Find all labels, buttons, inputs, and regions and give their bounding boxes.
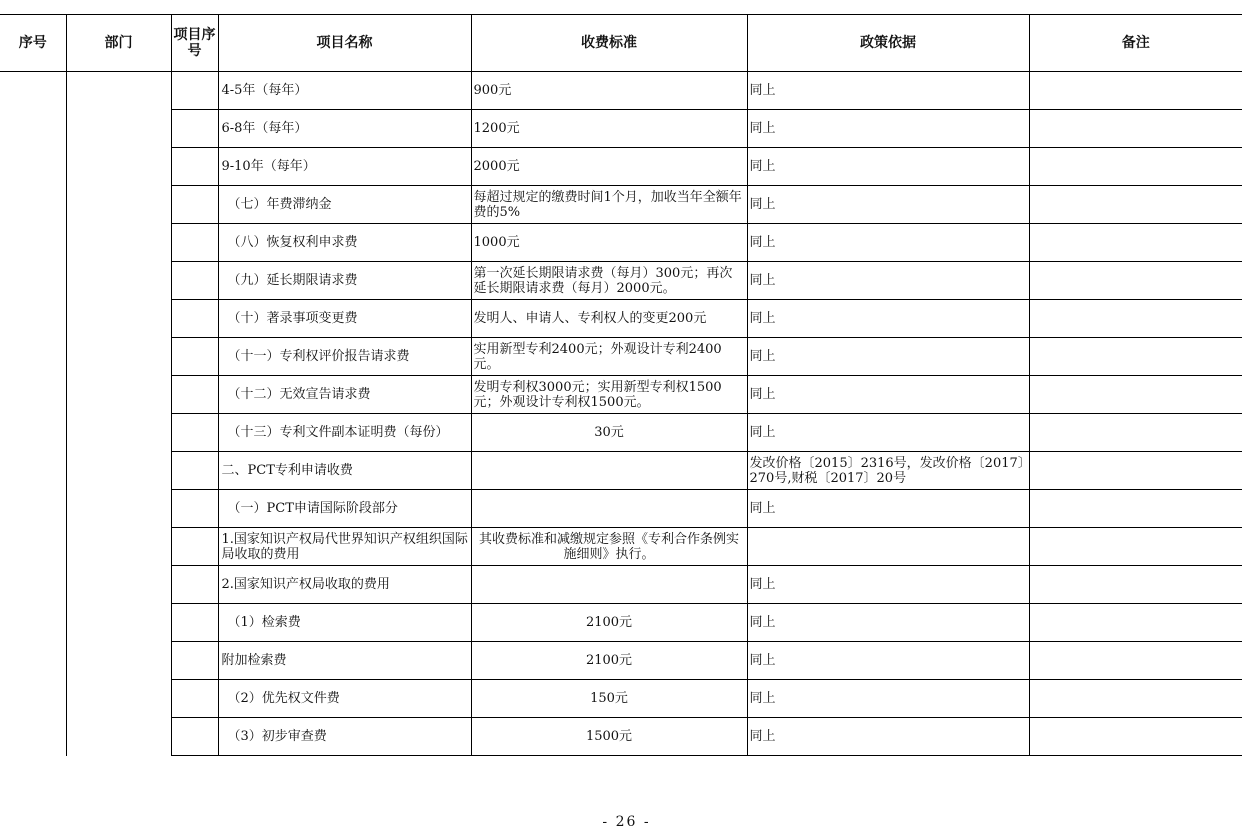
cell-item-name: （3）初步审查费: [218, 718, 471, 756]
cell-dept: [66, 186, 171, 224]
fee-table-page: [0, 14, 1253, 830]
cell-remark: [1029, 338, 1242, 376]
cell-item-name: 6-8年（每年）: [218, 110, 471, 148]
cell-dept: [66, 718, 171, 756]
cell-fee-standard: 发明人、申请人、专利权人的变更200元: [471, 300, 747, 338]
table-row: [0, 566, 1242, 604]
cell-fee-standard: 900元: [471, 72, 747, 110]
cell-item-name: 二、PCT专利申请收费: [218, 452, 471, 490]
table-header-row: [0, 15, 1242, 72]
cell-item-seq: [171, 262, 218, 300]
cell-seq: [0, 528, 66, 566]
cell-policy: 同上: [747, 186, 1029, 224]
cell-item-seq: [171, 110, 218, 148]
table-row: [0, 414, 1242, 452]
cell-remark: [1029, 376, 1242, 414]
cell-seq: [0, 110, 66, 148]
cell-remark: [1029, 528, 1242, 566]
cell-seq: [0, 566, 66, 604]
cell-remark: [1029, 72, 1242, 110]
cell-fee-standard: 2000元: [471, 148, 747, 186]
cell-remark: [1029, 186, 1242, 224]
table-body: [0, 72, 1242, 756]
cell-remark: [1029, 262, 1242, 300]
cell-dept: [66, 148, 171, 186]
cell-seq: [0, 490, 66, 528]
cell-dept: [66, 452, 171, 490]
header-remark: 备注: [1029, 15, 1242, 72]
cell-dept: [66, 642, 171, 680]
table-row: [0, 528, 1242, 566]
cell-item-seq: [171, 300, 218, 338]
cell-dept: [66, 528, 171, 566]
cell-policy: 同上: [747, 224, 1029, 262]
cell-seq: [0, 604, 66, 642]
cell-remark: [1029, 452, 1242, 490]
cell-dept: [66, 680, 171, 718]
cell-seq: [0, 148, 66, 186]
cell-item-seq: [171, 680, 218, 718]
cell-fee-standard: [471, 566, 747, 604]
cell-item-name: （九）延长期限请求费: [218, 262, 471, 300]
cell-item-name: 2.国家知识产权局收取的费用: [218, 566, 471, 604]
cell-policy: 同上: [747, 718, 1029, 756]
cell-policy: 同上: [747, 262, 1029, 300]
header-item-name: 项目名称: [218, 15, 471, 72]
table-row: [0, 680, 1242, 718]
cell-item-name: （十一）专利权评价报告请求费: [218, 338, 471, 376]
header-dept: 部门: [66, 15, 171, 72]
cell-seq: [0, 262, 66, 300]
cell-policy: 同上: [747, 338, 1029, 376]
cell-item-seq: [171, 566, 218, 604]
cell-item-seq: [171, 490, 218, 528]
cell-item-name: 9-10年（每年）: [218, 148, 471, 186]
cell-item-name: （2）优先权文件费: [218, 680, 471, 718]
cell-dept: [66, 338, 171, 376]
table-row: [0, 642, 1242, 680]
table-row: [0, 490, 1242, 528]
cell-item-name: （十二）无效宣告请求费: [218, 376, 471, 414]
cell-dept: [66, 566, 171, 604]
cell-policy: 同上: [747, 490, 1029, 528]
cell-seq: [0, 224, 66, 262]
cell-remark: [1029, 414, 1242, 452]
cell-item-seq: [171, 414, 218, 452]
cell-item-name: 4-5年（每年）: [218, 72, 471, 110]
fee-table: [0, 14, 1242, 756]
header-policy: 政策依据: [747, 15, 1029, 72]
cell-seq: [0, 680, 66, 718]
cell-item-seq: [171, 72, 218, 110]
cell-seq: [0, 642, 66, 680]
cell-fee-standard: 1200元: [471, 110, 747, 148]
cell-item-seq: [171, 452, 218, 490]
cell-item-seq: [171, 148, 218, 186]
cell-dept: [66, 110, 171, 148]
cell-fee-standard: 实用新型专利2400元；外观设计专利2400元。: [471, 338, 747, 376]
cell-item-seq: [171, 604, 218, 642]
cell-remark: [1029, 148, 1242, 186]
cell-dept: [66, 262, 171, 300]
cell-seq: [0, 376, 66, 414]
cell-policy: 同上: [747, 110, 1029, 148]
cell-seq: [0, 718, 66, 756]
cell-fee-standard: 1500元: [471, 718, 747, 756]
cell-item-seq: [171, 338, 218, 376]
cell-fee-standard: 第一次延长期限请求费（每月）300元；再次延长期限请求费（每月）2000元。: [471, 262, 747, 300]
cell-item-seq: [171, 224, 218, 262]
cell-fee-standard: 150元: [471, 680, 747, 718]
cell-item-name: （十）著录事项变更费: [218, 300, 471, 338]
cell-seq: [0, 338, 66, 376]
cell-item-name: 附加检索费: [218, 642, 471, 680]
cell-fee-standard: [471, 490, 747, 528]
cell-policy: 同上: [747, 72, 1029, 110]
cell-policy: 同上: [747, 566, 1029, 604]
cell-item-name: （十三）专利文件副本证明费（每份）: [218, 414, 471, 452]
table-row: [0, 300, 1242, 338]
cell-remark: [1029, 680, 1242, 718]
table-row: [0, 110, 1242, 148]
cell-dept: [66, 490, 171, 528]
cell-fee-standard: 2100元: [471, 642, 747, 680]
cell-policy: 同上: [747, 680, 1029, 718]
cell-dept: [66, 300, 171, 338]
cell-seq: [0, 414, 66, 452]
cell-dept: [66, 414, 171, 452]
cell-item-name: （1）检索费: [218, 604, 471, 642]
table-row: [0, 224, 1242, 262]
cell-item-name: （七）年费滞纳金: [218, 186, 471, 224]
table-row: [0, 72, 1242, 110]
cell-seq: [0, 72, 66, 110]
cell-seq: [0, 452, 66, 490]
table-row: [0, 718, 1242, 756]
header-seq: 序号: [0, 15, 66, 72]
cell-remark: [1029, 642, 1242, 680]
cell-dept: [66, 604, 171, 642]
header-fee-standard: 收费标准: [471, 15, 747, 72]
cell-seq: [0, 300, 66, 338]
table-row: [0, 338, 1242, 376]
cell-fee-standard: 30元: [471, 414, 747, 452]
cell-policy: 同上: [747, 642, 1029, 680]
cell-policy: 同上: [747, 414, 1029, 452]
cell-policy: 同上: [747, 300, 1029, 338]
table-row: [0, 604, 1242, 642]
cell-dept: [66, 224, 171, 262]
cell-remark: [1029, 110, 1242, 148]
cell-policy: 发改价格〔2015〕2316号，发改价格〔2017〕270号,财税〔2017〕20号: [747, 452, 1029, 490]
cell-fee-standard: 1000元: [471, 224, 747, 262]
cell-item-seq: [171, 718, 218, 756]
cell-item-name: （八）恢复权利申求费: [218, 224, 471, 262]
cell-policy: 同上: [747, 148, 1029, 186]
cell-remark: [1029, 300, 1242, 338]
cell-remark: [1029, 224, 1242, 262]
cell-fee-standard: [471, 452, 747, 490]
cell-dept: [66, 376, 171, 414]
table-row: [0, 452, 1242, 490]
cell-policy: 同上: [747, 376, 1029, 414]
cell-dept: [66, 72, 171, 110]
table-row: [0, 186, 1242, 224]
table-row: [0, 148, 1242, 186]
cell-item-seq: [171, 642, 218, 680]
cell-fee-standard: 其收费标准和减缴规定参照《专利合作条例实施细则》执行。: [471, 528, 747, 566]
cell-remark: [1029, 566, 1242, 604]
cell-item-seq: [171, 186, 218, 224]
cell-remark: [1029, 718, 1242, 756]
cell-item-name: 1.国家知识产权局代世界知识产权组织国际局收取的费用: [218, 528, 471, 566]
cell-seq: [0, 186, 66, 224]
cell-remark: [1029, 490, 1242, 528]
cell-fee-standard: 2100元: [471, 604, 747, 642]
cell-fee-standard: 发明专利权3000元；实用新型专利权1500元；外观设计专利权1500元。: [471, 376, 747, 414]
cell-item-seq: [171, 528, 218, 566]
cell-policy: 同上: [747, 604, 1029, 642]
cell-policy: [747, 528, 1029, 566]
table-row: [0, 376, 1242, 414]
page-number: - 26 -: [602, 814, 651, 830]
cell-item-name: （一）PCT申请国际阶段部分: [218, 490, 471, 528]
cell-item-seq: [171, 376, 218, 414]
table-row: [0, 262, 1242, 300]
header-item-seq: 项目序号: [171, 15, 218, 72]
cell-remark: [1029, 604, 1242, 642]
cell-fee-standard: 每超过规定的缴费时间1个月，加收当年全额年费的5%: [471, 186, 747, 224]
